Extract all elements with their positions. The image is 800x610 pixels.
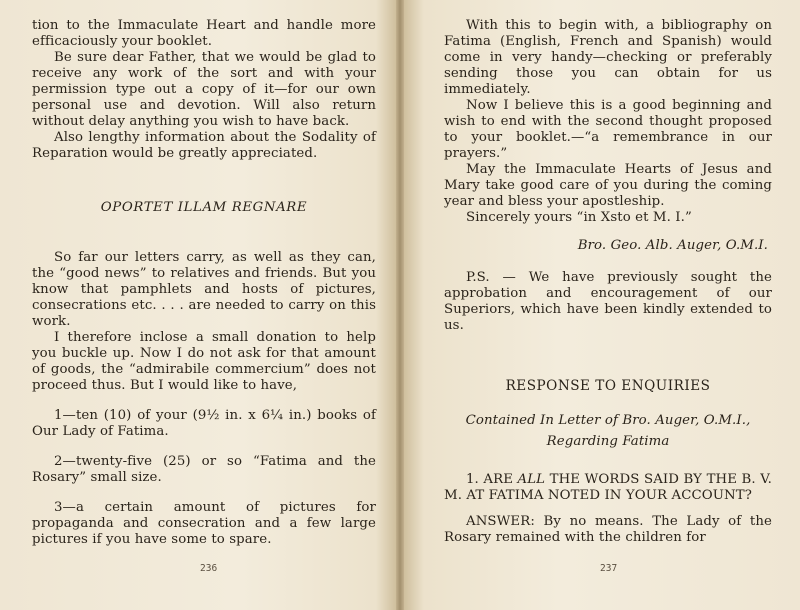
left-page — [0, 0, 398, 610]
list-item: 2—twenty-five (25) or so “Fatima and the Rosary” small size. — [32, 454, 376, 485]
section-heading: OPORTET ILLAM REGNARE — [100, 200, 308, 215]
question-emphasis: ALL — [517, 472, 546, 487]
signature: Bro. Geo. Alb. Auger, O.M.I. — [577, 238, 768, 253]
question-rest: THE WORDS SAID BY THE B. V. M. AT FATIMA NOTED IN YOUR ACCOUNT? — [444, 472, 772, 503]
paragraph: May the Immaculate Hearts of Jesus and Mary take good care of you during the coming year and bless your apostleship. — [444, 162, 772, 209]
paragraph: Also lengthy information about the Sodality of Reparation would be greatly appreciated. — [32, 130, 376, 161]
question — [444, 472, 772, 504]
paragraph: With this to begin with, a bibliography on Fatima (English, French and Spanish) would come in very handy—checking or preferably sending those you can obtain for us immediately. — [444, 18, 772, 97]
list-item: 3—a certain amount of pictures for propaganda and consecration and a few large pictures if you have some to spare. — [32, 500, 376, 547]
closing: Sincerely yours “in Xsto et M. I.” — [466, 210, 692, 225]
page-number: 236 — [200, 563, 218, 574]
paragraph: Now I believe this is a good beginning and wish to end with the second thought proposed to your booklet.—“a remembrance in our prayers.” — [444, 98, 772, 161]
question-prefix: 1. ARE — [466, 472, 518, 487]
answer: ANSWER: By no means. The Lady of the Rosary remained with the children for — [444, 514, 772, 545]
subtitle — [444, 410, 772, 452]
subtitle-line-1: Contained In Letter of Bro. Auger, O.M.I., — [465, 413, 751, 428]
section-title: RESPONSE TO ENQUIRIES — [505, 378, 711, 394]
right-page — [402, 0, 800, 610]
paragraph: So far our letters carry, as well as they can, the “good news” to relatives and friends. But you know that pamphlets and hosts of pictures, consecrations etc. . . . are needed to carry on this work. — [32, 250, 376, 329]
paragraph: I therefore inclose a small donation to help you buckle up. Now I do not ask for that amount of goods, the “admirabile commercium” does not proceed thus. But I would like to have, — [32, 330, 376, 393]
list-item: 1—ten (10) of your (9½ in. x 6¼ in.) books of Our Lady of Fatima. — [32, 408, 376, 439]
paragraph-continuation: tion to the Immaculate Heart and handle more efficaciously your booklet. — [32, 18, 376, 49]
postscript: P.S. — We have previously sought the approbation and encouragement of our Superiors, which have been kindly extended to us. — [444, 270, 772, 333]
page-number: 237 — [600, 563, 618, 574]
paragraph: Be sure dear Father, that we would be glad to receive any work of the sort and with your permission type out a copy of it—for our own personal use and devotion. Will also return without delay anything you wish to have back. — [32, 50, 376, 129]
subtitle-line-2: Regarding Fatima — [546, 434, 670, 449]
